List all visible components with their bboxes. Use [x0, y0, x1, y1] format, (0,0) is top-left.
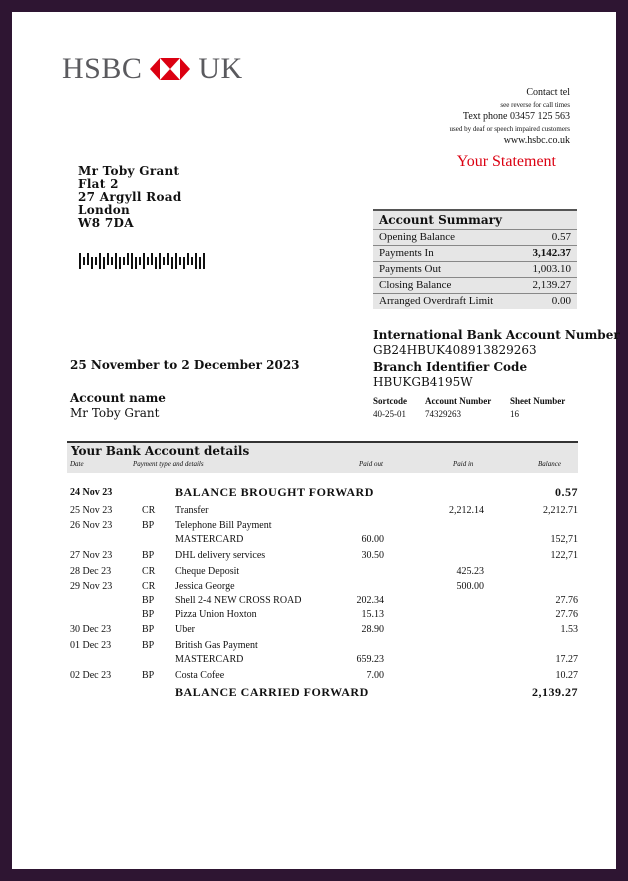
- bic-value: HBUKGB4195W: [373, 375, 473, 389]
- website-link[interactable]: www.hsbc.co.uk: [503, 135, 570, 146]
- tx-paid-out: 202.34: [356, 595, 384, 606]
- tx-paid-out: 659.23: [356, 654, 384, 665]
- tx-description: BALANCE CARRIED FORWARD: [175, 685, 369, 699]
- customer-address: [78, 165, 182, 230]
- summary-label: Opening Balance: [379, 231, 456, 243]
- statement-period: 25 November to 2 December 2023: [70, 358, 300, 372]
- tx-paid-in: 500.00: [456, 581, 484, 592]
- tx-date: 02 Dec 23: [70, 670, 112, 681]
- tx-paid-out: 15.13: [361, 609, 384, 620]
- account-summary: [373, 209, 577, 309]
- iban-value: GB24HBUK408913829263: [373, 343, 537, 357]
- tx-type: BP: [142, 624, 155, 635]
- bic-label: Branch Identifier Code: [373, 360, 528, 374]
- hsbc-logo: [62, 52, 243, 86]
- statement-page: [12, 12, 620, 869]
- summary-value: 1,003.10: [532, 263, 571, 275]
- summary-label: Arranged Overdraft Limit: [379, 295, 494, 307]
- tx-balance: 122,71: [550, 550, 578, 561]
- tx-type: BP: [142, 640, 155, 651]
- tx-balance: 152,71: [550, 534, 578, 545]
- tx-type: BP: [142, 550, 155, 561]
- details-title: Your Bank Account details: [71, 444, 250, 458]
- tx-description: Transfer: [175, 505, 209, 516]
- summary-value: 2,139.27: [532, 279, 571, 291]
- tx-description: Pizza Union Hoxton: [175, 609, 257, 620]
- summary-label: Payments Out: [379, 263, 442, 275]
- account-name-label: Account name: [70, 391, 166, 405]
- call-times-note: see reverse for call times: [500, 101, 570, 109]
- tx-description: Telephone Bill Payment: [175, 520, 272, 531]
- col-paid-in: Paid in: [453, 460, 474, 468]
- tx-date: 01 Dec 23: [70, 640, 112, 651]
- tx-description: MASTERCARD: [175, 654, 244, 665]
- summary-row: [373, 261, 577, 277]
- sortcode-label: Sortcode: [373, 396, 407, 406]
- col-paid-out: Paid out: [359, 460, 383, 468]
- contact-tel: Contact tel: [526, 87, 570, 98]
- deaf-note: used by deaf or speech impaired customers: [449, 125, 570, 133]
- tx-paid-in: 2,212.14: [449, 505, 484, 516]
- summary-value: 0.57: [551, 231, 571, 243]
- col-balance: Balance: [538, 460, 561, 468]
- tx-description: Shell 2-4 NEW CROSS ROAD: [175, 595, 302, 606]
- summary-row: [373, 277, 577, 293]
- tx-balance: 0.57: [555, 485, 578, 499]
- account-name: Mr Toby Grant: [70, 406, 160, 420]
- summary-title: Account Summary: [379, 213, 502, 227]
- tx-description: DHL delivery services: [175, 550, 266, 561]
- details-header: [67, 441, 578, 473]
- tx-type: BP: [142, 609, 155, 620]
- col-type: Payment type and details: [133, 460, 204, 468]
- tx-date: 28 Dec 23: [70, 566, 112, 577]
- col-date: Date: [70, 460, 84, 468]
- tx-date: 26 Nov 23: [70, 520, 113, 531]
- account-number-value: 74329263: [425, 409, 461, 419]
- tx-date: 27 Nov 23: [70, 550, 113, 561]
- tx-balance: 2,212.71: [543, 505, 578, 516]
- address-line: W8 7DA: [78, 216, 134, 230]
- summary-label: Closing Balance: [379, 279, 452, 291]
- tx-type: CR: [142, 566, 156, 577]
- tx-balance: 27.76: [555, 595, 578, 606]
- contact-block: [449, 87, 570, 147]
- summary-row: [373, 293, 577, 309]
- text-phone: Text phone 03457 125 563: [462, 111, 570, 122]
- tx-description: Cheque Deposit: [175, 566, 240, 577]
- tx-paid-out: 60.00: [361, 534, 384, 545]
- summary-value: 3,142.37: [532, 247, 571, 259]
- summary-label: Payments In: [379, 247, 434, 259]
- tx-description: MASTERCARD: [175, 534, 244, 545]
- address-line: London: [78, 203, 131, 217]
- tx-paid-out: 30.50: [361, 550, 384, 561]
- statement-title: Your Statement: [456, 153, 556, 170]
- summary-value: 0.00: [551, 295, 571, 307]
- tx-balance: 1.53: [560, 624, 578, 635]
- account-number-label: Account Number: [425, 396, 492, 406]
- tx-type: BP: [142, 670, 155, 681]
- tx-description: Jessica George: [175, 581, 235, 592]
- tx-balance: 10.27: [555, 670, 578, 681]
- summary-row: [373, 245, 577, 261]
- summary-row: [373, 229, 577, 245]
- hsbc-hexagon-icon: [150, 58, 190, 80]
- tx-type: BP: [142, 520, 155, 531]
- tx-date: 30 Dec 23: [70, 624, 112, 635]
- tx-balance: 2,139.27: [532, 685, 578, 699]
- tx-balance: 27.76: [555, 609, 578, 620]
- address-line: 27 Argyll Road: [78, 190, 182, 204]
- tx-balance: 17.27: [555, 654, 578, 665]
- brand-left: HSBC: [62, 52, 143, 85]
- tx-date: 25 Nov 23: [70, 505, 113, 516]
- sheet-number-label: Sheet Number: [510, 396, 566, 406]
- address-line: Mr Toby Grant: [78, 164, 180, 178]
- address-line: Flat 2: [78, 177, 119, 191]
- tx-description: Costa Cofee: [175, 670, 225, 681]
- tx-paid-in: 425.23: [456, 566, 484, 577]
- sortcode-value: 40-25-01: [373, 409, 406, 419]
- tx-paid-out: 28.90: [361, 624, 384, 635]
- iban-label: International Bank Account Number: [373, 328, 620, 342]
- sheet-number-value: 16: [510, 409, 519, 419]
- tx-type: CR: [142, 581, 156, 592]
- postal-barcode: [79, 253, 209, 269]
- tx-date: 24 Nov 23: [70, 487, 113, 498]
- tx-description: Uber: [175, 624, 195, 635]
- tx-paid-out: 7.00: [366, 670, 384, 681]
- tx-description: British Gas Payment: [175, 640, 258, 651]
- tx-date: 29 Nov 23: [70, 581, 113, 592]
- tx-type: BP: [142, 595, 155, 606]
- tx-type: CR: [142, 505, 156, 516]
- tx-description: BALANCE BROUGHT FORWARD: [175, 485, 374, 499]
- brand-right: UK: [198, 52, 243, 85]
